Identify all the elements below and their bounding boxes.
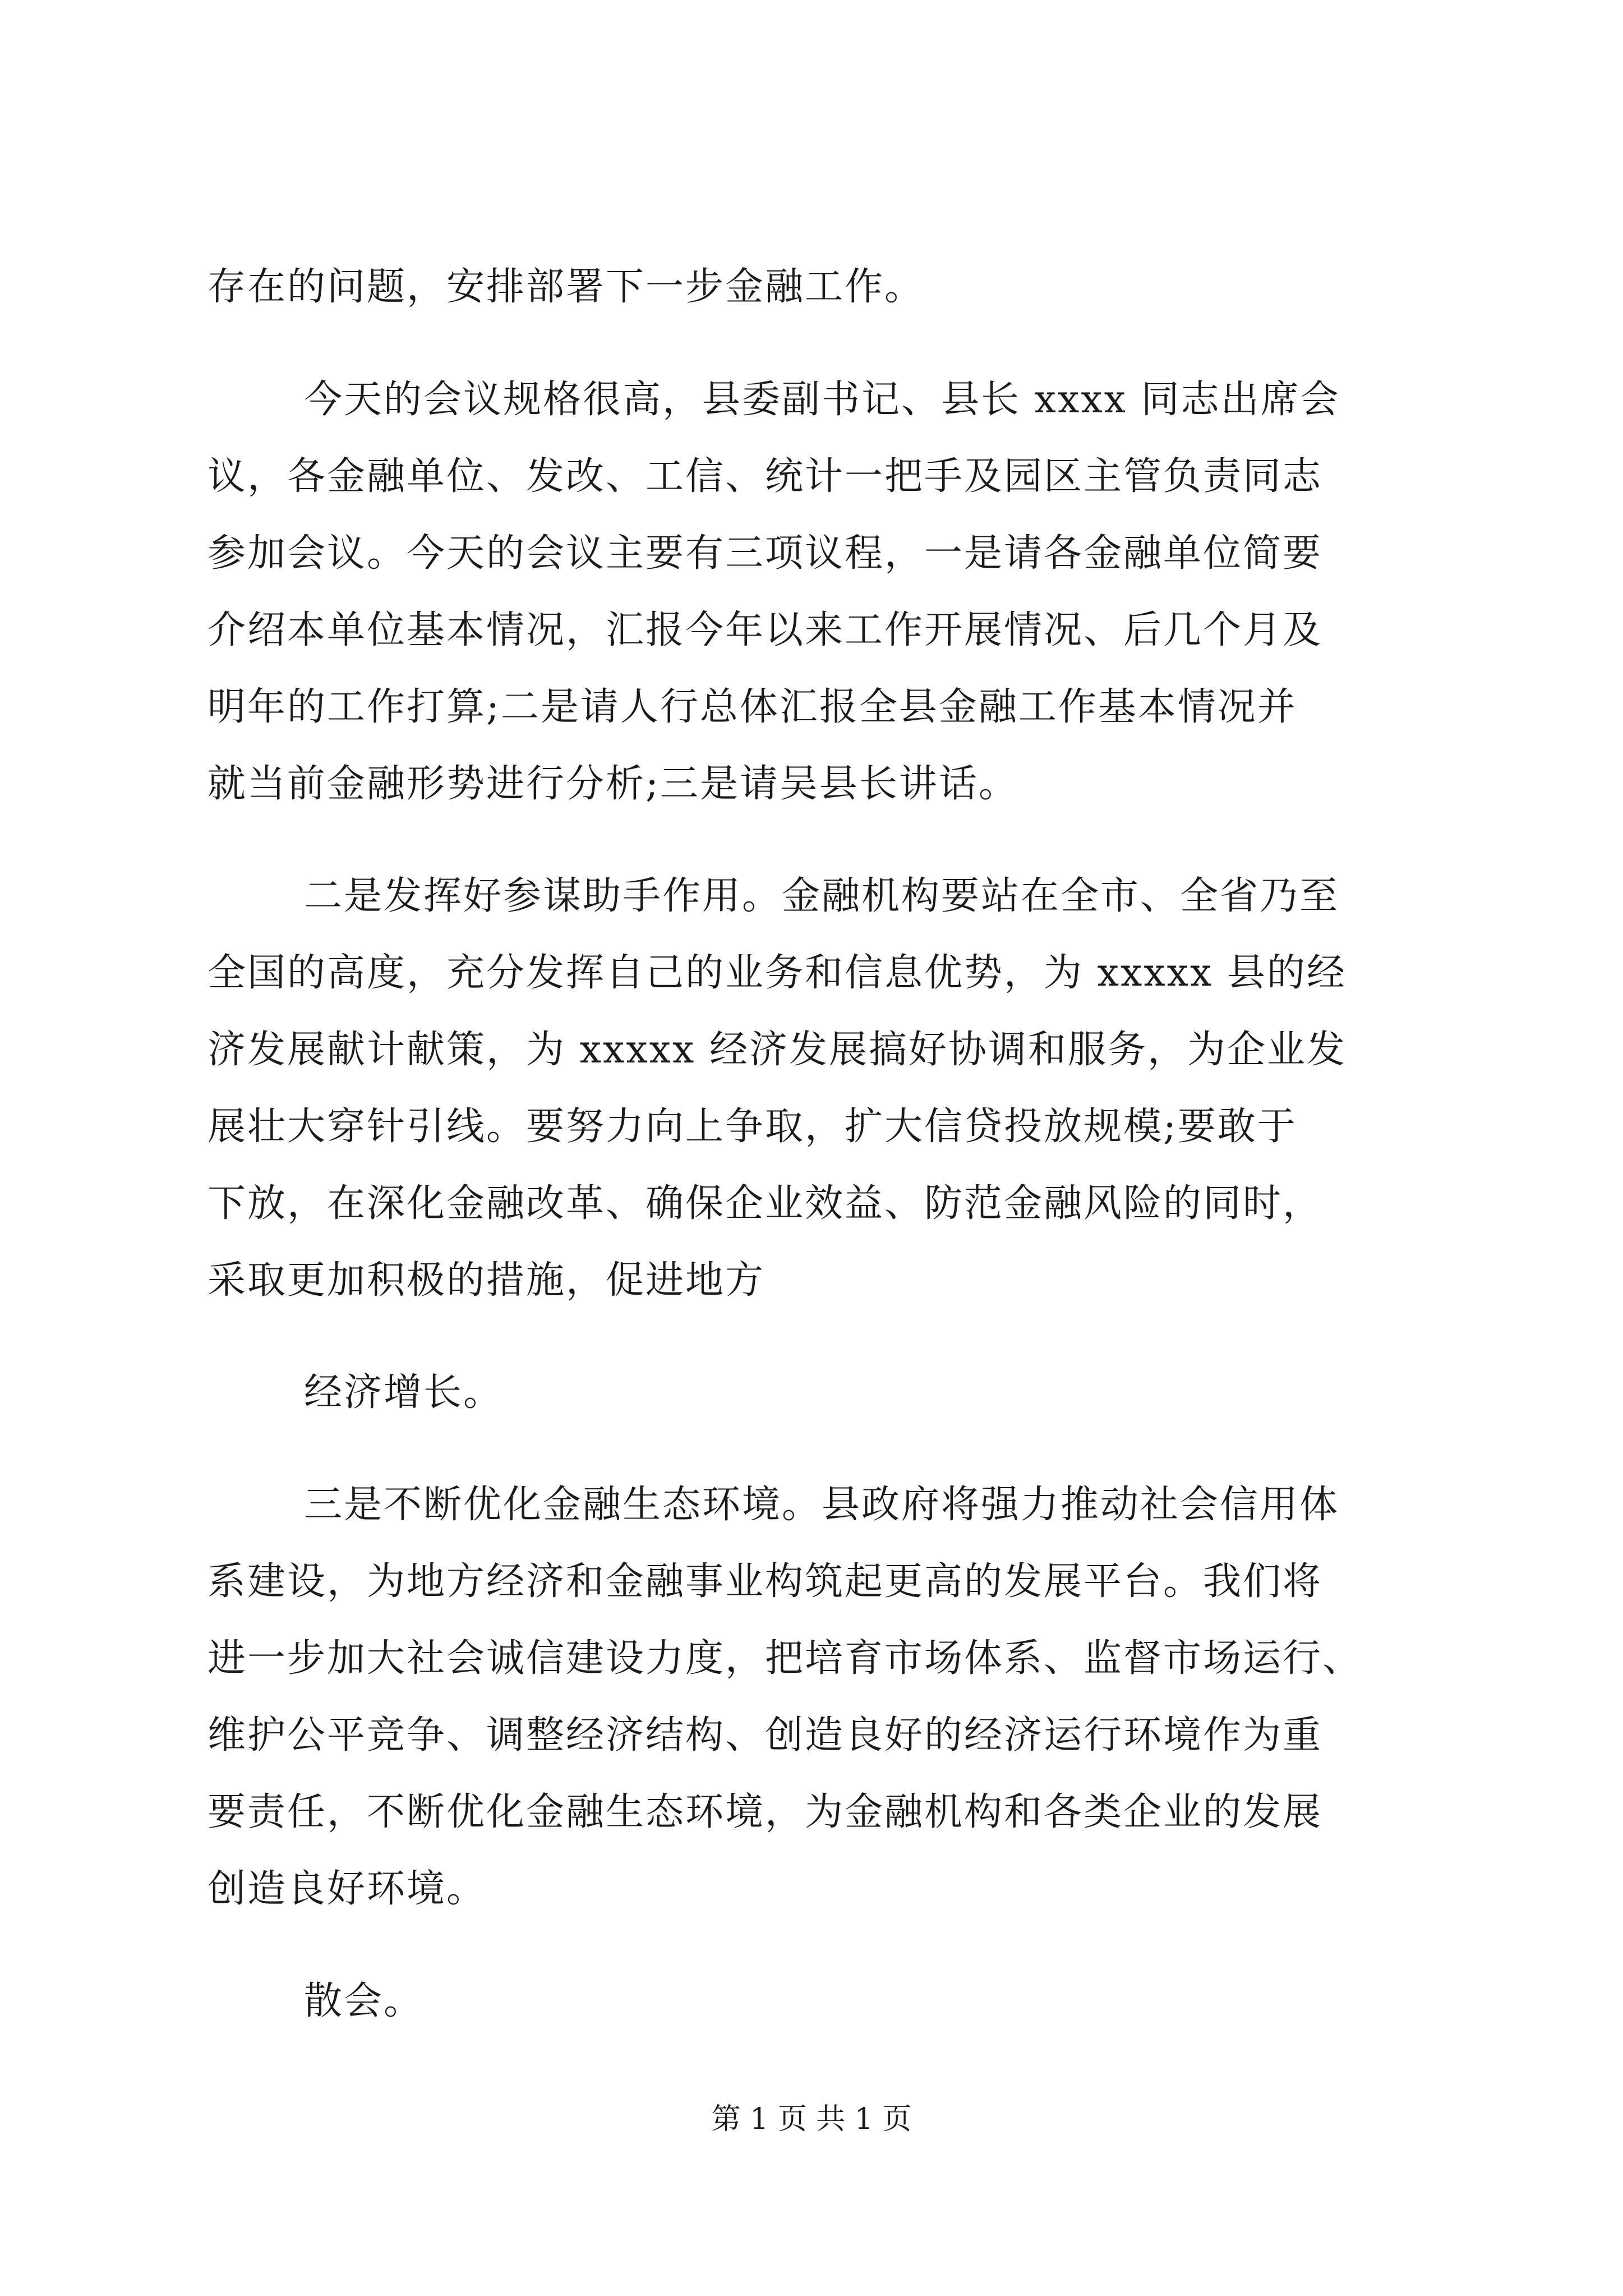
text-line: 存在的问题，安排部署下一步金融工作。 bbox=[208, 265, 925, 309]
text-line: 今天的会议规格很高，县委副书记、县长 xxxx 同志出席会 bbox=[304, 378, 1340, 422]
text-line: 全国的高度，充分发挥自己的业务和信息优势，为 xxxxx 县的经 bbox=[208, 951, 1347, 995]
text-line: 议，各金融单位、发改、工信、统计一把手及园区主管负责同志 bbox=[208, 454, 1323, 499]
text-line: 明年的工作打算;二是请人行总体汇报全县金融工作基本情况并 bbox=[208, 685, 1297, 729]
text-line: 维护公平竞争、调整经济结构、创造良好的经济运行环境作为重 bbox=[208, 1713, 1323, 1757]
text-line: 济发展献计献策，为 xxxxx 经济发展搞好协调和服务，为企业发 bbox=[208, 1028, 1347, 1072]
text-line: 二是发挥好参谋助手作用。金融机构要站在全市、全省乃至 bbox=[304, 874, 1340, 918]
text-line: 参加会议。今天的会议主要有三项议程，一是请各金融单位简要 bbox=[208, 531, 1323, 576]
text-line: 采取更加积极的措施，促进地方 bbox=[208, 1258, 766, 1303]
text-line: 散会。 bbox=[304, 1979, 424, 2023]
text-line: 展壮大穿针引线。要努力向上争取，扩大信贷投放规模;要敢于 bbox=[208, 1105, 1297, 1149]
text-line: 介绍本单位基本情况，汇报今年以来工作开展情况、后几个月及 bbox=[208, 608, 1323, 652]
text-line: 就当前金融形势进行分析;三是请吴县长讲话。 bbox=[208, 762, 1018, 806]
text-line: 系建设，为地方经济和金融事业构筑起更高的发展平台。我们将 bbox=[208, 1559, 1323, 1604]
text-line: 经济增长。 bbox=[304, 1370, 504, 1415]
page-footer: 第 1 页 共 1 页 bbox=[711, 2102, 912, 2136]
text-line: 要责任，不断优化金融生态环境，为金融机构和各类企业的发展 bbox=[208, 1790, 1323, 1834]
text-line: 进一步加大社会诚信建设力度，把培育市场体系、监督市场运行、 bbox=[208, 1636, 1363, 1681]
text-line: 创造良好环境。 bbox=[208, 1867, 487, 1911]
text-line: 下放，在深化金融改革、确保企业效益、防范金融风险的同时， bbox=[208, 1181, 1323, 1226]
text-line: 三是不断优化金融生态环境。县政府将强力推动社会信用体 bbox=[304, 1483, 1340, 1527]
